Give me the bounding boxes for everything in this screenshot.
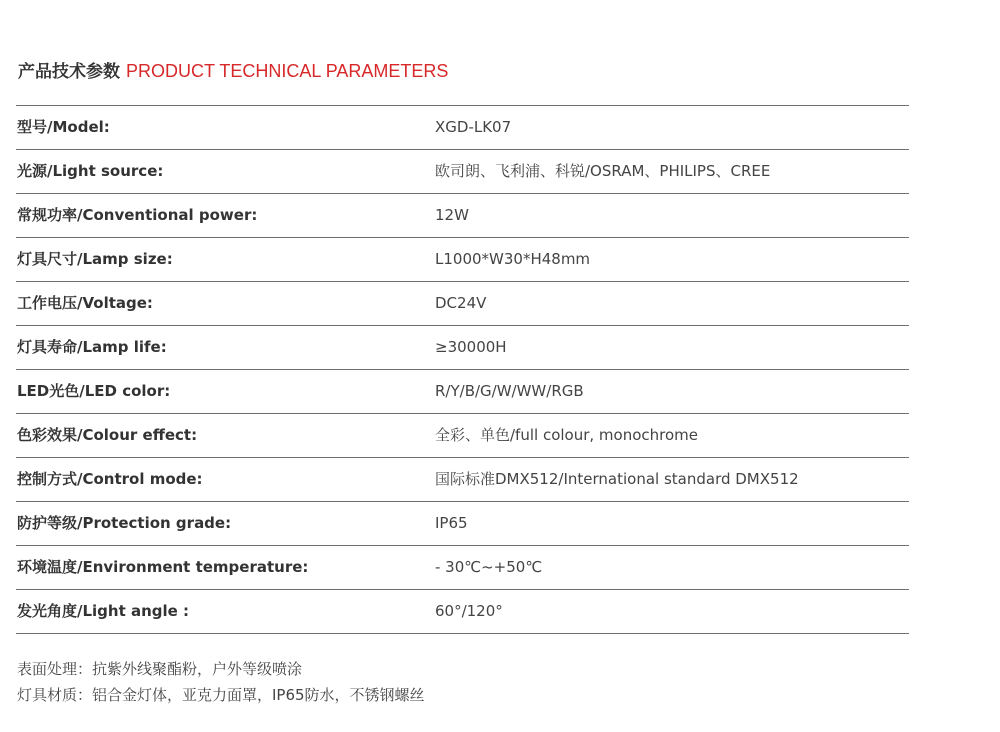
param-label: 色彩效果/Colour effect:: [17, 426, 198, 444]
param-value: XGD-LK07: [435, 118, 512, 136]
param-row-control-mode: [16, 458, 909, 502]
param-row-light-angle: [16, 590, 909, 634]
param-row-protection-grade: [16, 502, 909, 546]
param-label: LED光色/LED color:: [17, 382, 171, 400]
surface-treatment-note: 表面处理：抗紫外线聚酯粉，户外等级喷涂: [17, 660, 303, 678]
param-row-led-color: [16, 370, 909, 414]
param-value: 60°/120°: [435, 602, 503, 620]
param-label: 常规功率/Conventional power:: [17, 206, 258, 224]
param-row-model: [16, 106, 909, 150]
page-title-en: PRODUCT TECHNICAL PARAMETERS: [126, 61, 449, 81]
param-label: 灯具尺寸/Lamp size:: [17, 250, 173, 268]
param-label: 灯具寿命/Lamp life:: [17, 338, 167, 356]
param-value: R/Y/B/G/W/WW/RGB: [435, 382, 584, 400]
param-label: 发光角度/Light angle :: [17, 602, 190, 620]
param-row-voltage: [16, 282, 909, 326]
param-label: 控制方式/Control mode:: [17, 470, 203, 488]
parameters-table: [16, 105, 909, 634]
param-label: 光源/Light source:: [17, 162, 164, 180]
param-label: 工作电压/Voltage:: [17, 294, 153, 312]
param-value: L1000*W30*H48mm: [435, 250, 591, 268]
param-label: 防护等级/Protection grade:: [17, 514, 232, 532]
param-row-lamp-size: [16, 238, 909, 282]
param-value: 12W: [435, 206, 469, 224]
page-title: [18, 57, 448, 82]
param-row-environment-temperature: [16, 546, 909, 590]
param-label: 环境温度/Environment temperature:: [17, 558, 309, 576]
param-value: 欧司朗、飞利浦、科锐/OSRAM、PHILIPS、CREE: [435, 162, 771, 180]
product-notes: [17, 656, 425, 708]
param-row-light-source: [16, 150, 909, 194]
param-value: IP65: [435, 514, 468, 532]
param-value: - 30℃~+50℃: [435, 558, 543, 576]
param-value: 国际标准DMX512/International standard DMX512: [435, 470, 799, 488]
page-title-cn: 产品技术参数: [18, 62, 120, 82]
param-row-colour-effect: [16, 414, 909, 458]
param-row-power: [16, 194, 909, 238]
param-row-lamp-life: [16, 326, 909, 370]
param-value: DC24V: [435, 294, 487, 312]
param-value: 全彩、单色/full colour, monochrome: [435, 426, 699, 444]
material-note: 灯具材质：铝合金灯体，亚克力面罩，IP65防水，不锈钢螺丝: [17, 686, 425, 704]
param-label: 型号/Model:: [17, 118, 110, 136]
param-value: ≥30000H: [435, 338, 507, 356]
